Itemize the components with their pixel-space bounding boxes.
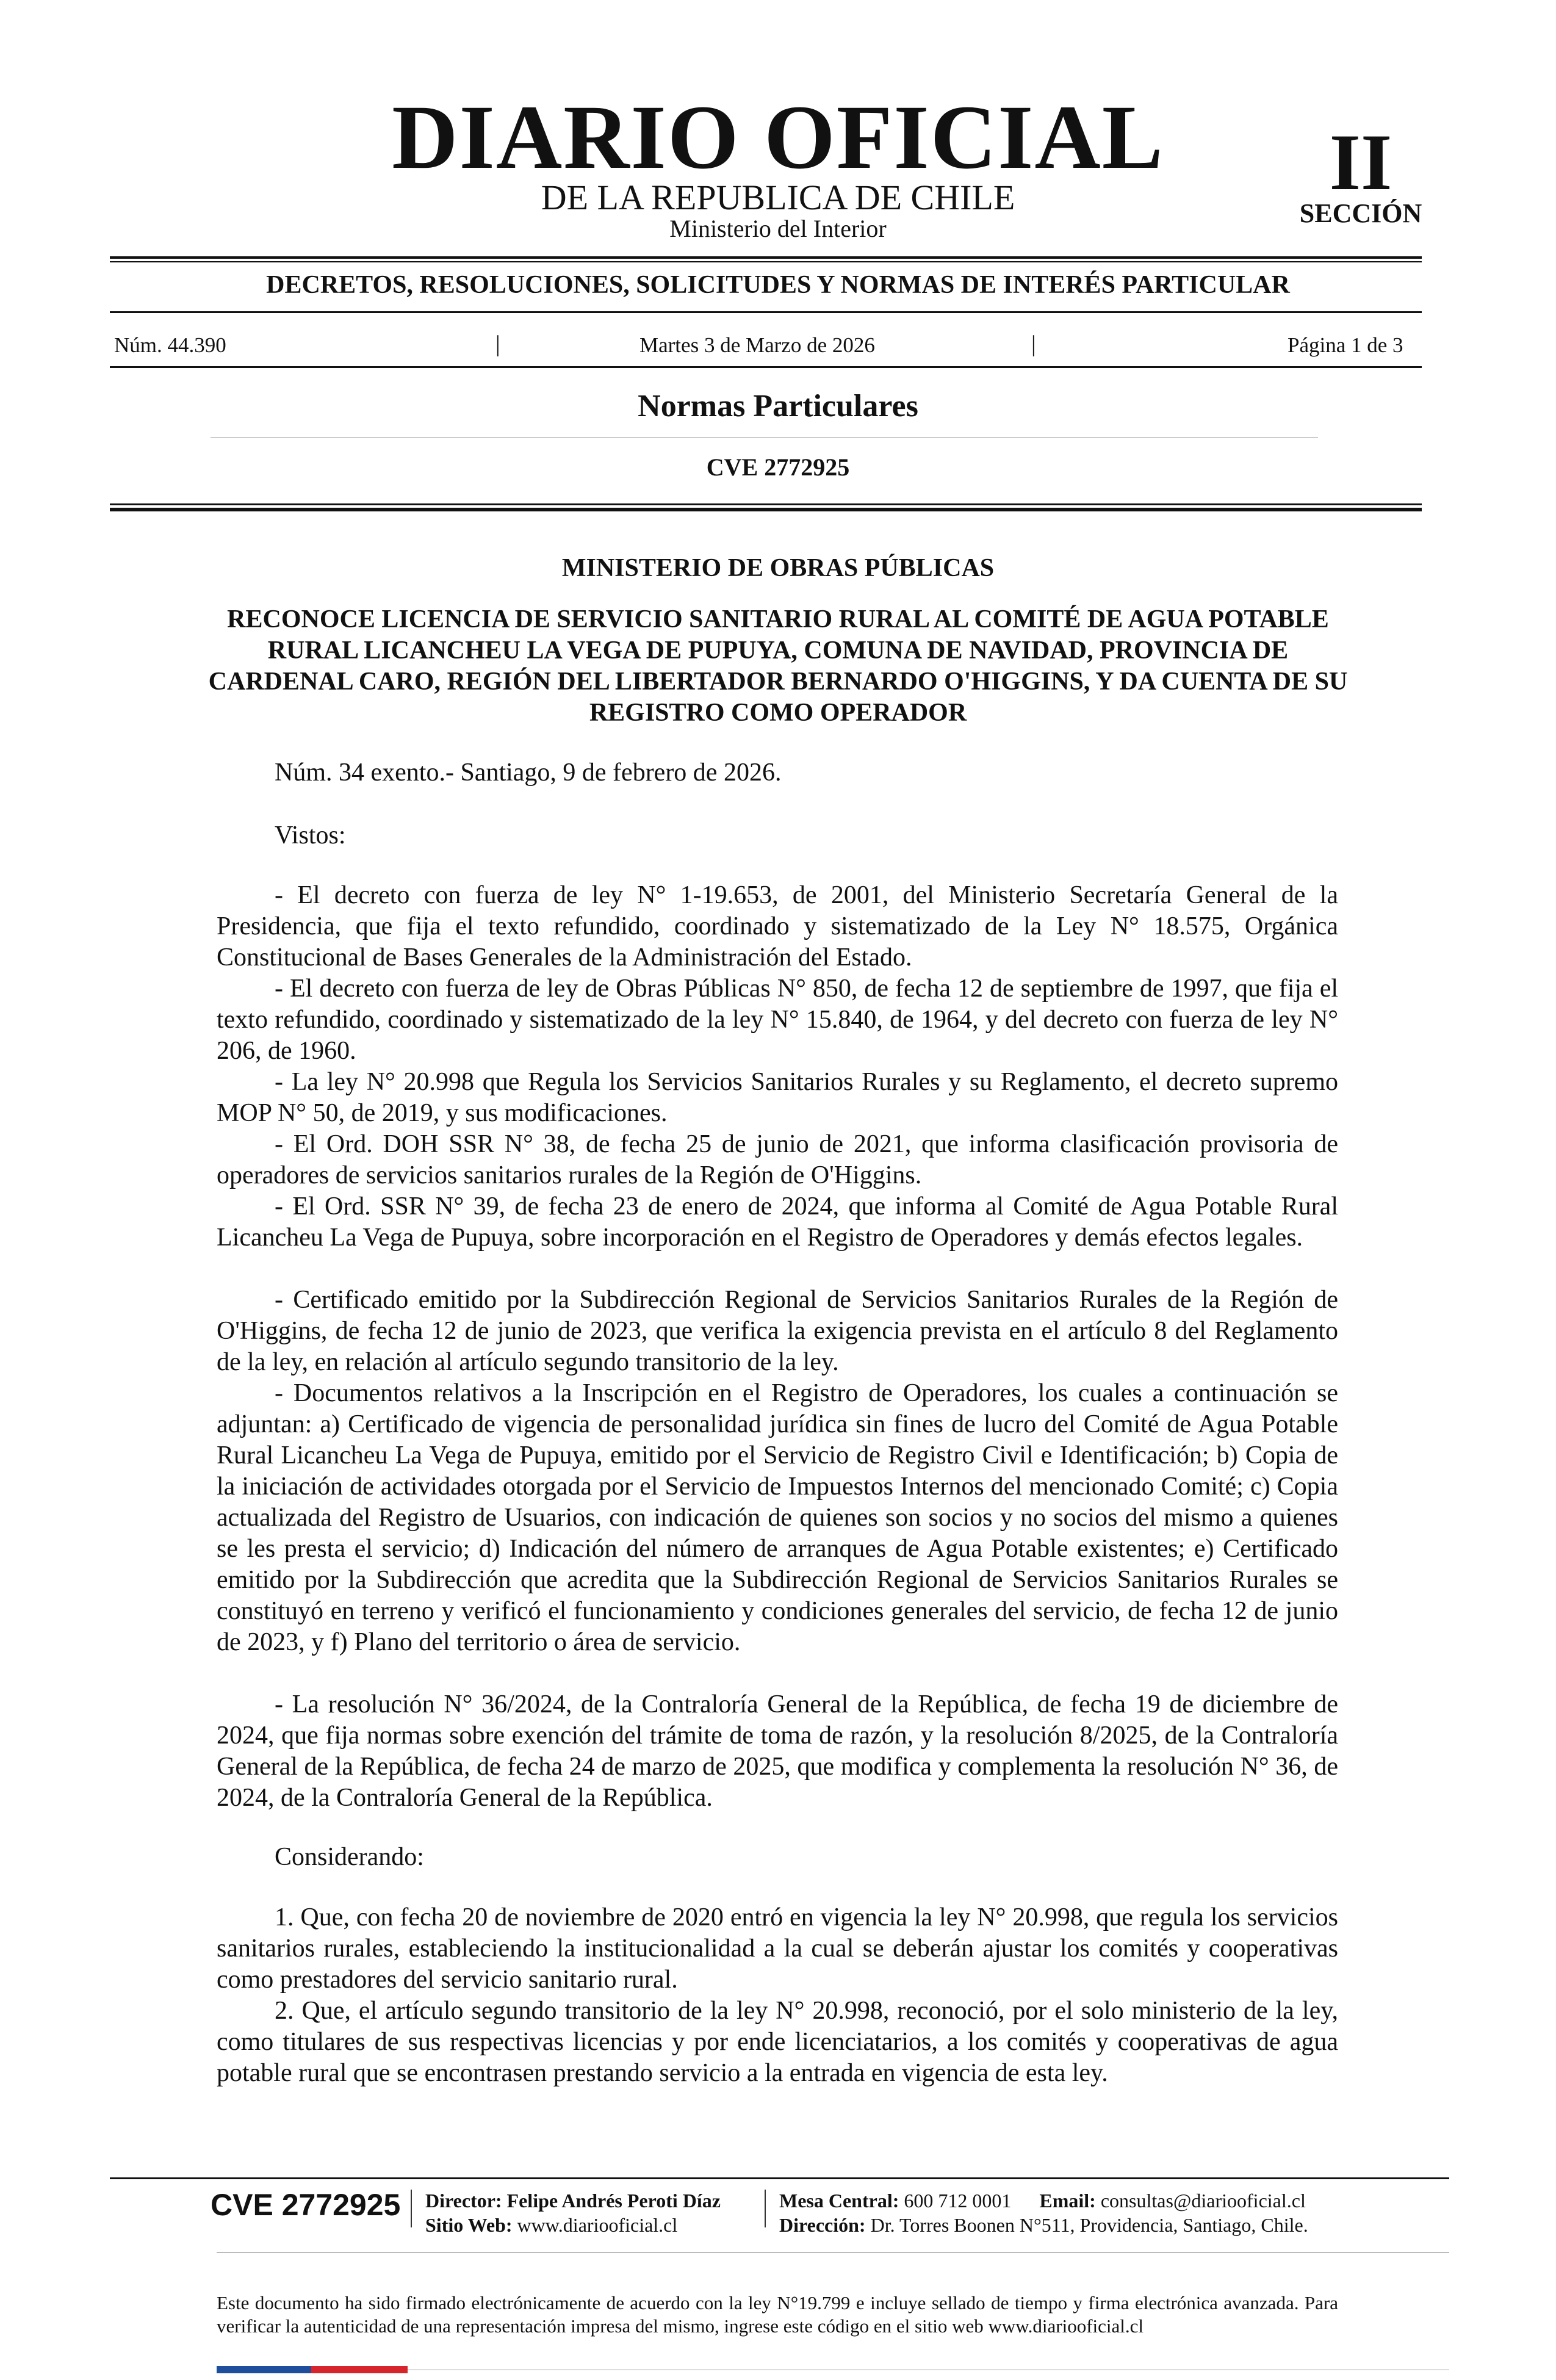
footer-legal-notice: Este documento ha sido firmado electrónicamente de acuerdo con la ley N°19.799 e incluye sellado de tiempo y firma electrónica avanzada. Para verificar la autenticidad de una representación impresa del mismo, ingrese este código en el sitio web www.diariooficial.cl [217,2292,1338,2337]
vistos-item: - Documentos relativos a la Inscripción en el Registro de Operadores, los cuales a continuación se adjuntan: a) Certificado de vigencia de personalidad jurídica sin fines de lucro del Comité de Agua Potable Rural Licancheu La Vega de Pupuya, emitido por el Servicio de Registro Civil e Identificación; b) Copia de la iniciación de actividades otorgada por el Servicio de Impuestos Internos del mencionado Comité; c) Copia actualizada del Registro de Usuarios, con indicación de quienes son socios y no socios del mismo a quienes se les presta el servicio; d) Indicación del número de arranques de Agua Potable existentes; e) Certificado emitido por la Subdirección que acredita que la Subdirección Regional de Servicios Sanitarios Rurales se constituyó en terreno y verificó el funcionamiento y condiciones generales del servicio, de fecha 12 de junio de 2023, y f) Plano del territorio o área de servicio. [217,1379,1338,1656]
footer-cve: CVE 2772925 [211,2188,401,2222]
email-label: Email: [1039,2190,1096,2212]
vistos-item: - El decreto con fuerza de ley N° 1-19.653, de 2001, del Ministerio Secretaría General de la Presidencia, que fija el texto refundido, coordinado y sistematizado de la Ley N° 18.575, Orgánica Constitucional de Bases Generales de la Administración del Estado. [217,881,1338,972]
masthead-ministry: Ministerio del Interior [669,215,887,242]
decree-number-line: Núm. 34 exento.- Santiago, 9 de febrero de 2026. [275,759,782,787]
vistos-item: - El Ord. SSR N° 39, de fecha 23 de enero de 2024, que informa al Comité de Agua Potable Rural Licancheu La Vega de Pupuya, sobre incorporación en el Registro de Operadores y demás efectos legales. [217,1192,1338,1252]
footer-website [425,2215,677,2235]
issue-bar-rule [110,366,1422,368]
section-label: SECCIÓN [1299,198,1422,228]
issue-separator: | [495,331,500,357]
section-heading-rule [211,437,1318,438]
cve-rule-bottom [110,508,1422,511]
flag-stripe-red [311,2366,408,2373]
masthead-title: DIARIO OFICIAL [392,87,1164,188]
address-label: Dirección: [779,2214,866,2236]
vistos-item: - La resolución N° 36/2024, de la Contraloría General de la República, de fecha 19 de diciembre de 2024, que fija normas sobre exención del trámite de toma de razón, y la resolución 8/2025, de la Contraloría General de la República, de fecha 24 de marzo de 2025, que modifica y complementa la resolución N° 36, de 2024, de la Contraloría General de la República. [217,1690,1338,1812]
vistos-item: - El Ord. DOH SSR N° 38, de fecha 25 de junio de 2021, que informa clasificación provisoria de operadores de servicios sanitarios rurales de la Región de O'Higgins. [217,1130,1338,1189]
banner-rule-bottom [110,311,1422,313]
vistos-item: - Certificado emitido por la Subdirección Regional de Servicios Sanitarios Rurales de la Región de O'Higgins, de fecha 12 de junio de 2023, que verifica la exigencia prevista en el artículo 8 del Reglamento de la ley, en relación al artículo segundo transitorio de la ley. [217,1286,1338,1376]
considerando-label: Considerando: [275,1843,424,1871]
email-link[interactable]: consultas@diariooficial.cl [1100,2190,1306,2212]
masthead-subtitle: DE LA REPUBLICA DE CHILE [541,178,1015,217]
category-banner: DECRETOS, RESOLUCIONES, SOLICITUDES Y NORMAS DE INTERÉS PARTICULAR [266,271,1290,299]
address-text: Dr. Torres Boonen N°511, Providencia, Santiago, Chile. [870,2214,1308,2236]
director-label: Director: [425,2190,502,2212]
footer-divider [411,2190,412,2227]
footer-rule-bottom [408,2369,1449,2370]
section-number: II [1329,117,1392,207]
footer-central [779,2191,1306,2210]
section-heading: Normas Particulares [638,389,918,424]
flag-stripe-blue [217,2366,311,2373]
director-name: Felipe Andrés Peroti Díaz [506,2190,721,2212]
vistos-item: - La ley N° 20.998 que Regula los Servicios Sanitarios Rurales y su Reglamento, el decreto supremo MOP N° 50, de 2019, y sus modificaciones. [217,1068,1338,1127]
central-label: Mesa Central: [779,2190,899,2212]
banner-rule-top-thin [110,261,1422,262]
cve-rule-top [110,503,1422,505]
website-link[interactable]: www.diariooficial.cl [517,2214,678,2236]
central-phone: 600 712 0001 [904,2190,1012,2212]
issue-date: Martes 3 de Marzo de 2026 [639,333,875,357]
footer-address [779,2215,1308,2235]
cve-heading: CVE 2772925 [706,453,850,481]
footer-rule-top [110,2177,1449,2179]
decree-title: RECONOCE LICENCIA DE SERVICIO SANITARIO RURAL AL COMITÉ DE AGUA POTABLE RURAL LICANCHEU LA VEGA DE PUPUYA, COMUNA DE NAVIDAD, PROVINCIA DE CARDENAL CARO, REGIÓN DEL LIBERTADOR BERNARDO O'HIGGINS, Y DA CUENTA DE SU REGISTRO COMO OPERADOR [208,605,1348,727]
ministry-heading: MINISTERIO DE OBRAS PÚBLICAS [561,554,995,582]
page-indicator: Página 1 de 3 [1288,333,1403,357]
footer-rule-middle [217,2252,1449,2253]
considerando-item: 2. Que, el artículo segundo transitorio de la ley N° 20.998, reconoció, por el solo ministerio de la ley, como titulares de sus respectivas licencias y por ende licenciatarios, a los comités y cooperativas de agua potable rural que se encontrasen prestando servicio a la entrada en vigencia de esta ley. [217,1997,1338,2087]
website-label: Sitio Web: [425,2214,513,2236]
issue-separator: | [1031,331,1036,357]
banner-rule-top [110,256,1422,259]
considerando-item: 1. Que, con fecha 20 de noviembre de 2020 entró en vigencia la ley N° 20.998, que regula los servicios sanitarios rurales, estableciendo la institucionalidad a la cual se deberán ajustar los comités y cooperativas como prestadores del servicio sanitario rural. [217,1903,1338,1994]
vistos-item: - El decreto con fuerza de ley de Obras Públicas N° 850, de fecha 12 de septiembre de 1997, que fija el texto refundido, coordinado y sistematizado de la ley N° 15.840, de 1964, y del decreto con fuerza de ley N° 206, de 1960. [217,975,1338,1065]
vistos-label: Vistos: [275,821,346,849]
issue-number: Núm. 44.390 [114,333,226,357]
footer-divider [765,2190,766,2227]
footer-director [425,2191,721,2210]
